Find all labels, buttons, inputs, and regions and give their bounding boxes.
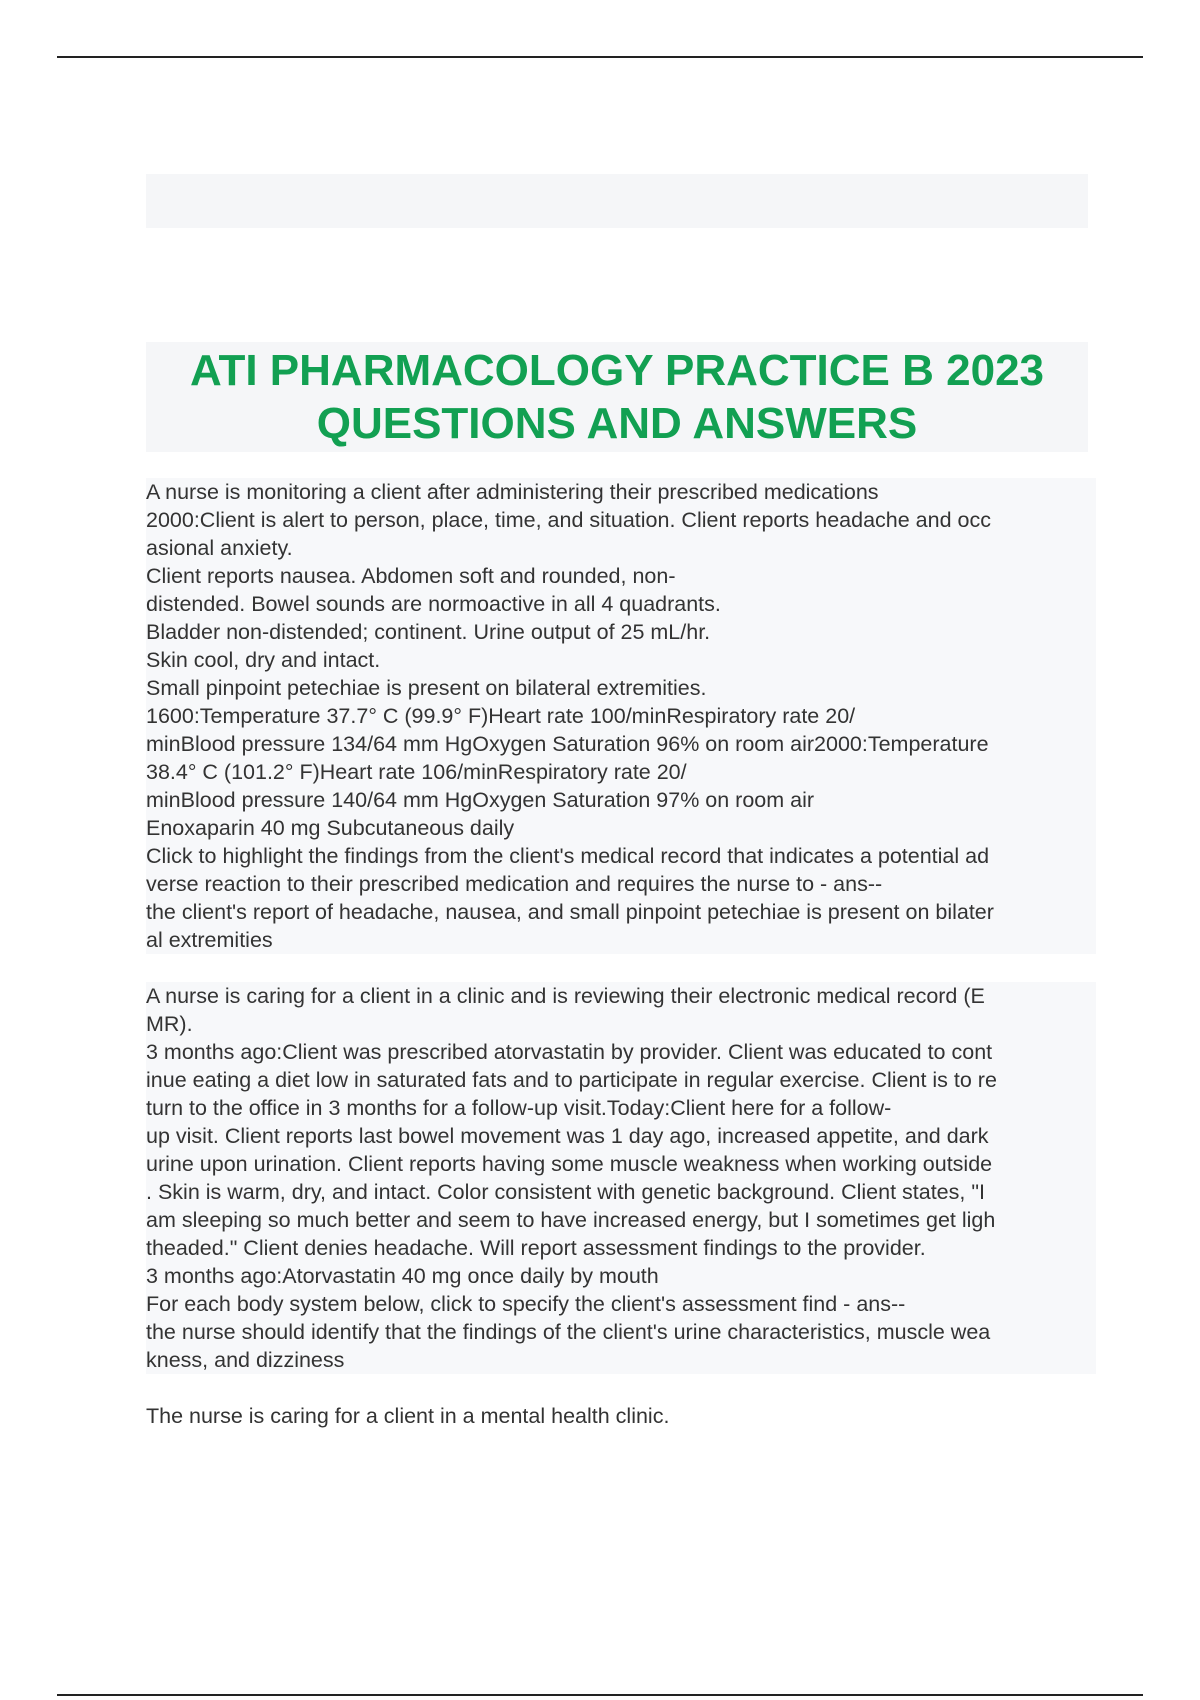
text-line: verse reaction to their prescribed medication and requires the nurse to - ans-- (146, 870, 1096, 898)
question-2 (146, 982, 1096, 1374)
text-line: . Skin is warm, dry, and intact. Color consistent with genetic background. Client states, "I (146, 1178, 1096, 1206)
text-line: asional anxiety. (146, 534, 1096, 562)
text-line: Skin cool, dry and intact. (146, 646, 1096, 674)
text-line: The nurse is caring for a client in a mental health clinic. (146, 1404, 670, 1428)
paragraph-gap (146, 954, 1096, 982)
document-title (146, 342, 1088, 452)
text-line: kness, and dizziness (146, 1346, 1096, 1374)
text-line: 38.4° C (101.2° F)Heart rate 106/minRespiratory rate 20/ (146, 758, 1096, 786)
text-line: minBlood pressure 140/64 mm HgOxygen Saturation 97% on room air (146, 786, 1096, 814)
text-line: Small pinpoint petechiae is present on bilateral extremities. (146, 674, 1096, 702)
document-body (146, 478, 1096, 1430)
text-line: 1600:Temperature 37.7° C (99.9° F)Heart rate 100/minRespiratory rate 20/ (146, 702, 1096, 730)
text-line: Click to highlight the findings from the client's medical record that indicates a potential ad (146, 842, 1096, 870)
text-line: urine upon urination. Client reports having some muscle weakness when working outside (146, 1150, 1096, 1178)
top-divider (57, 56, 1143, 58)
text-line: A nurse is monitoring a client after administering their prescribed medications (146, 478, 1096, 506)
text-line: Bladder non-distended; continent. Urine output of 25 mL/hr. (146, 618, 1096, 646)
paragraph-gap (146, 1374, 1096, 1402)
text-line: the client's report of headache, nausea, and small pinpoint petechiae is present on bilater (146, 898, 1096, 926)
text-line: up visit. Client reports last bowel movement was 1 day ago, increased appetite, and dark (146, 1122, 1096, 1150)
text-line: the nurse should identify that the findings of the client's urine characteristics, muscle wea (146, 1318, 1096, 1346)
text-line: am sleeping so much better and seem to have increased energy, but I sometimes get ligh (146, 1206, 1096, 1234)
text-line: theaded." Client denies headache. Will report assessment findings to the provider. (146, 1234, 1096, 1262)
header-banner (146, 174, 1088, 228)
text-line: Client reports nausea. Abdomen soft and rounded, non- (146, 562, 1096, 590)
title-line-1: ATI PHARMACOLOGY PRACTICE B 2023 (189, 346, 1045, 395)
text-line: Enoxaparin 40 mg Subcutaneous daily (146, 814, 1096, 842)
text-line: 3 months ago:Client was prescribed atorvastatin by provider. Client was educated to cont (146, 1038, 1096, 1066)
text-line: turn to the office in 3 months for a follow-up visit.Today:Client here for a follow- (146, 1094, 1096, 1122)
text-line: MR). (146, 1010, 1096, 1038)
title-line-2: QUESTIONS AND ANSWERS (316, 399, 918, 448)
text-line: For each body system below, click to specify the client's assessment find - ans-- (146, 1290, 1096, 1318)
question-1 (146, 478, 1096, 954)
bottom-divider (57, 1694, 1143, 1696)
text-line: al extremities (146, 926, 1096, 954)
text-line: 2000:Client is alert to person, place, time, and situation. Client reports headache and occ (146, 506, 1096, 534)
question-3 (146, 1402, 1096, 1430)
text-line: A nurse is caring for a client in a clinic and is reviewing their electronic medical record (E (146, 982, 1096, 1010)
text-line: distended. Bowel sounds are normoactive in all 4 quadrants. (146, 590, 1096, 618)
text-line: minBlood pressure 134/64 mm HgOxygen Saturation 96% on room air2000:Temperature (146, 730, 1096, 758)
text-line: inue eating a diet low in saturated fats and to participate in regular exercise. Client is to re (146, 1066, 1096, 1094)
text-line: 3 months ago:Atorvastatin 40 mg once daily by mouth (146, 1262, 1096, 1290)
